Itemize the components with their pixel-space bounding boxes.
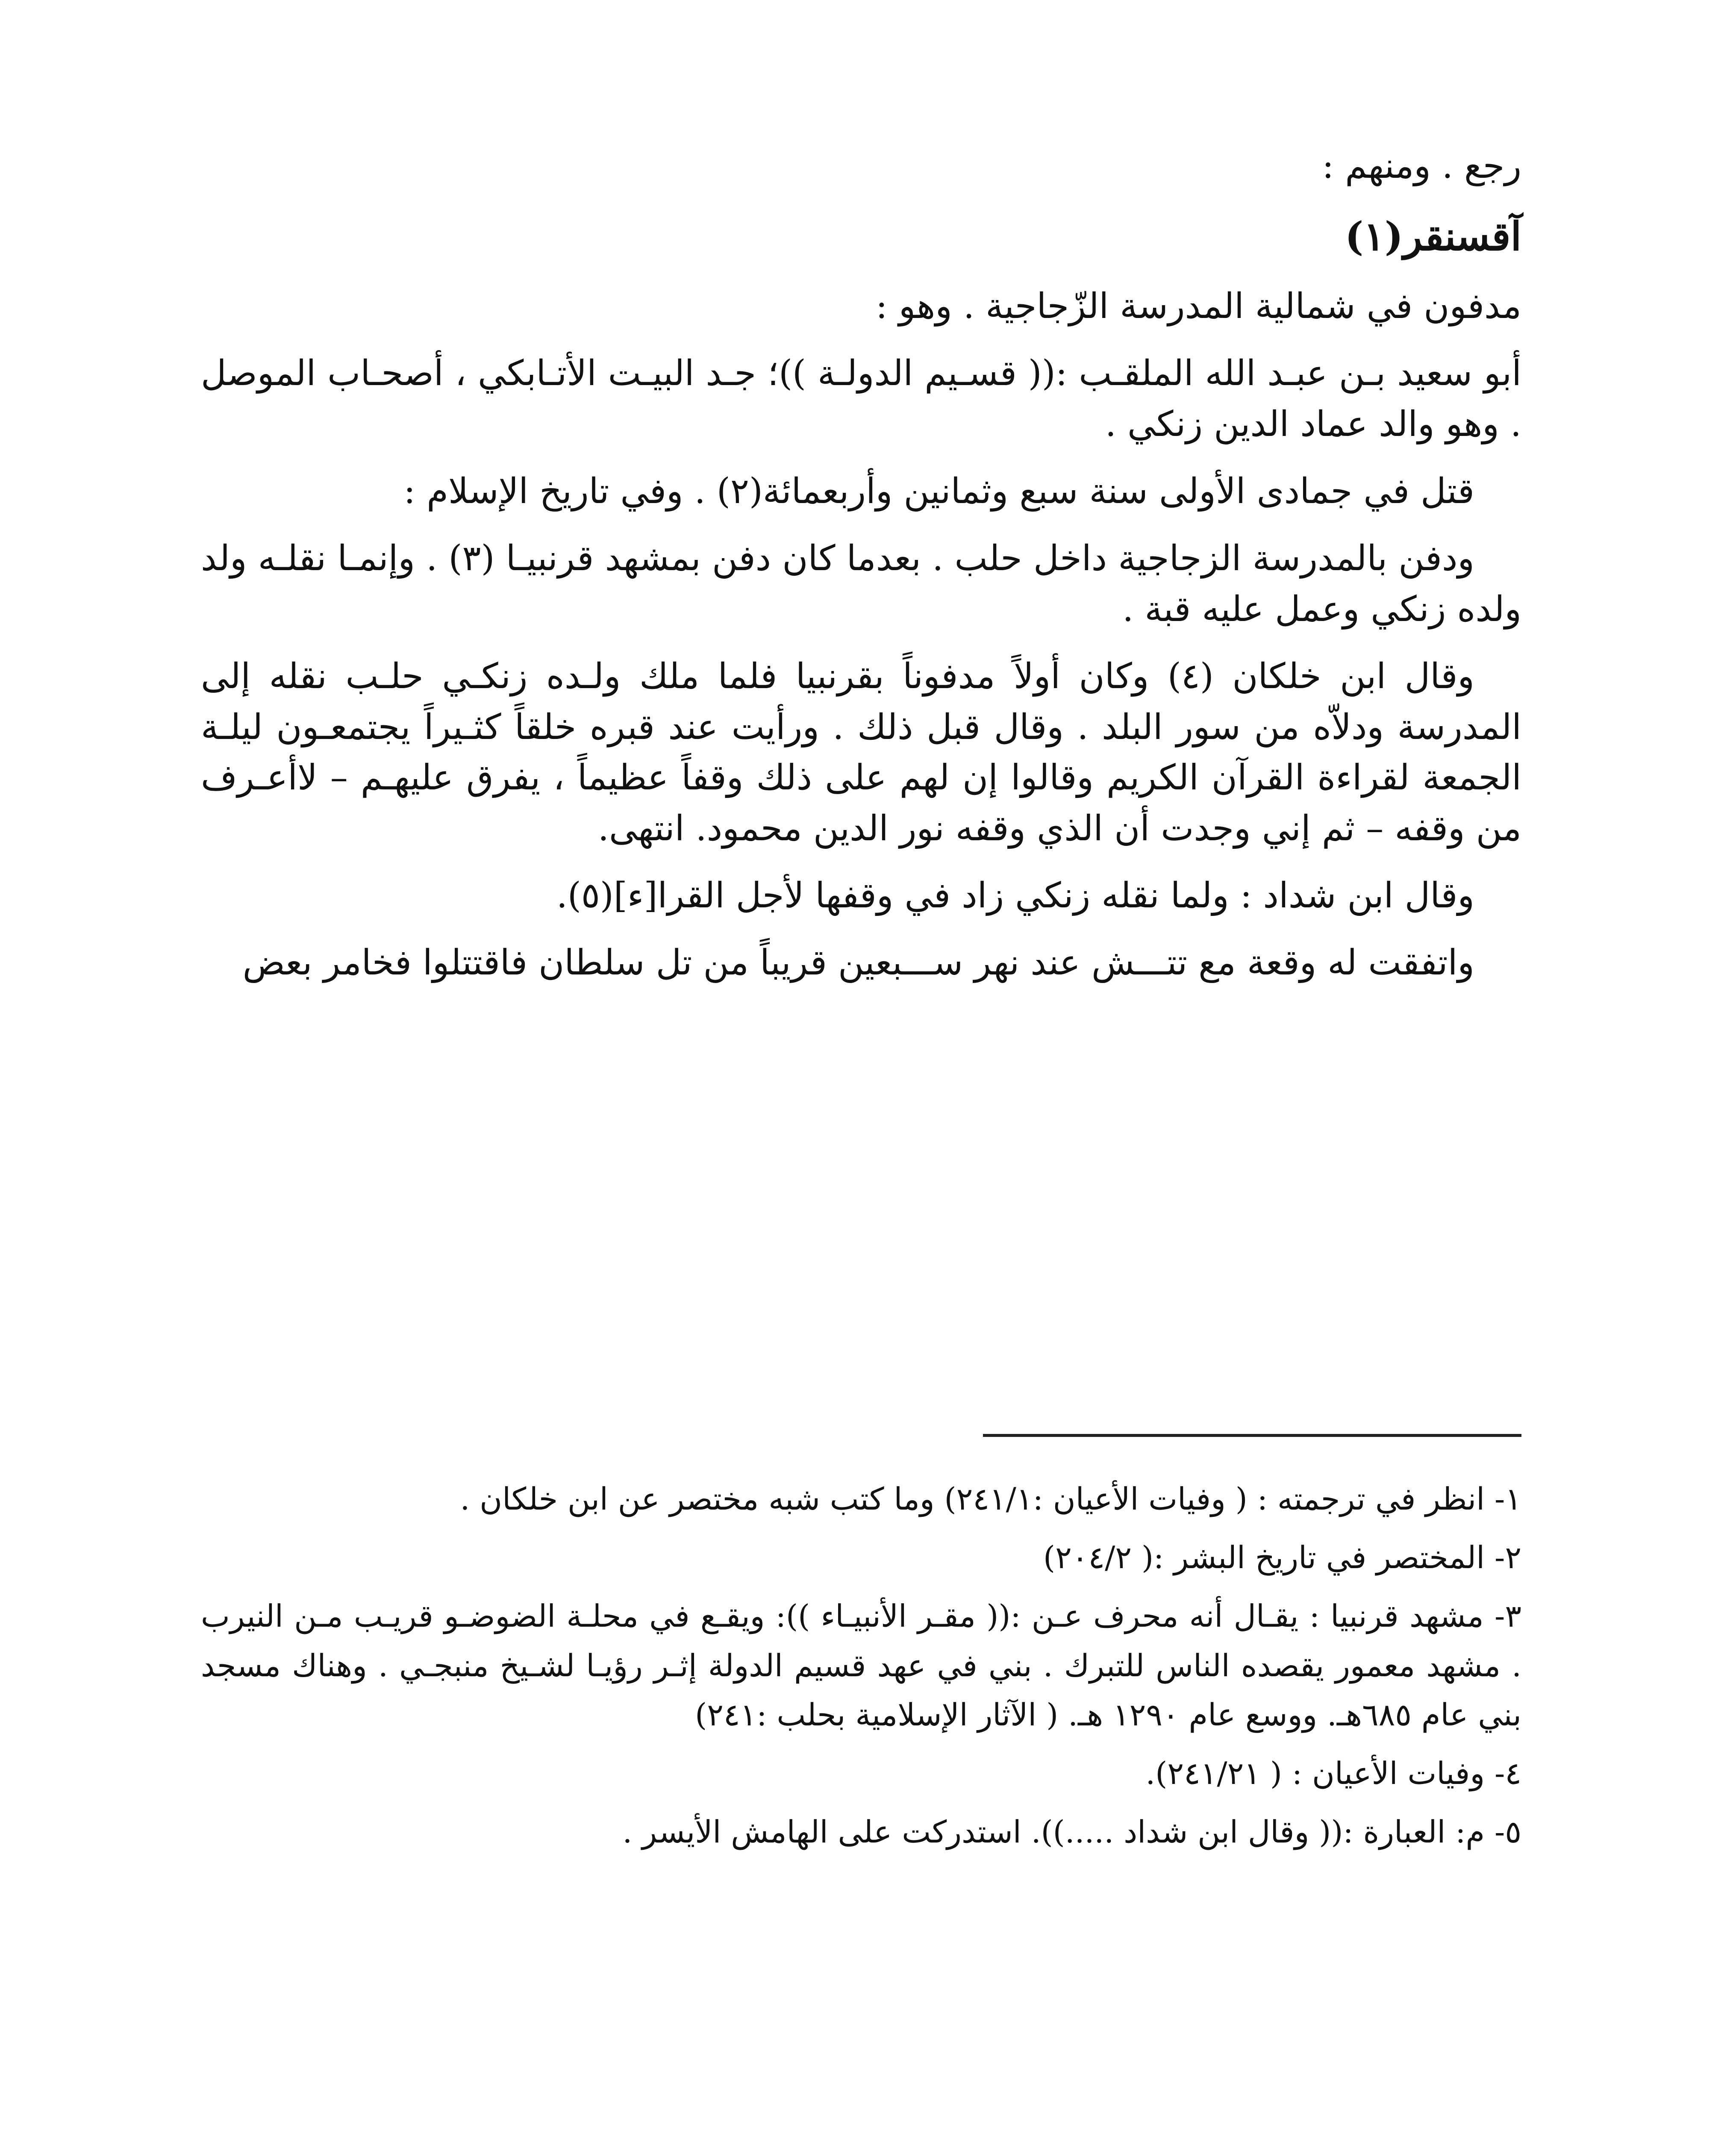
- main-text: [201, 141, 1521, 1005]
- footnotes: [201, 1475, 1521, 1866]
- paragraph-identity: أبو سعيد بـن عبـد الله الملقـب :(( قسـيم الدولـة ))؛ جـد البيـت الأتـابكي ، أصحـاب الموصل . وهو والد عماد الدين زنكي .: [201, 353, 1521, 445]
- footnote-3: ٣- مشهد قرنبيا : يقـال أنه محرف عـن :(( مقـر الأنبيـاء )): ويقـع في محلـة الضوضـو قريـب مـن النيرب . مشهد معمور يقصده الناس للتبرك . بني في عهد قسيم الدولة إثـر رؤيـا لشـيخ منبجـي . وهناك مسجد بني عام ٦٨٥هـ. ووسع عام ١٢٩٠ هـ. ( الآثار الإسلامية بحلب :٢٤١): [201, 1598, 1521, 1733]
- paragraph-ibn-shaddad: وقال ابن شداد : ولما نقله زنكي زاد في وقفها لأجل القرا[ء](٥).: [556, 875, 1474, 916]
- footnote-4: ٤- وفيات الأعيان : ( ٢٤١/٢١).: [1145, 1755, 1521, 1791]
- footnote-5: ٥- م: العبارة :(( وقال ابن شداد .....)). استدركت على الهامش الأيسر .: [622, 1814, 1521, 1850]
- footnote-2: ٢- المختصر في تاريخ البشر :( ٢٠٤/٢): [1043, 1539, 1521, 1576]
- paragraph-continuation: رجع . ومنهم :: [1322, 146, 1521, 186]
- paragraph-burial: مدفون في شمالية المدرسة الزّجاجية . وهو :: [876, 286, 1521, 327]
- footnote-separator: [983, 1434, 1521, 1437]
- paragraph-death: قتل في جمادى الأولى سنة سبع وثمانين وأربعمائة(٢) . وفي تاريخ الإسلام :: [403, 471, 1474, 512]
- paragraph-battle: واتفقت له وقعة مع تتـــش عند نهر ســـبعين قريباً من تل سلطان فاقتتلوا فخامر بعض: [242, 942, 1474, 983]
- paragraph-reburial: ودفن بالمدرسة الزجاجية داخل حلب . بعدما كان دفن بمشهد قرنبيـا (٣) . وإنمـا نقلـه ولد ولده زنكي وعمل عليه قبة .: [201, 538, 1521, 630]
- section-heading: آقسنقر(١): [1345, 213, 1521, 259]
- paragraph-ibn-khallikan: وقال ابن خلكان (٤) وكان أولاً مدفوناً بقرنبيا فلما ملك ولـده زنكـي حلـب نقله إلى المدرسة ودلاّه من سور البلد . وقال قبل ذلك . ورأيت عند قبره خلقاً كثـيراً يجتمعـون ليلـة الجمعة لقراءة القرآن الكريم وقالوا إن لهم على ذلك وقفاً عظيماً ، يفرق عليهـم – لاأعـرف من وقفه – ثم إني وجدت أن الذي وقفه نور الدين محمود. انتهى.: [201, 656, 1521, 849]
- footnote-1: ١- انظر في ترجمته : ( وفيات الأعيان :٢٤١/١) وما كتب شبه مختصر عن ابن خلكان .: [460, 1481, 1521, 1517]
